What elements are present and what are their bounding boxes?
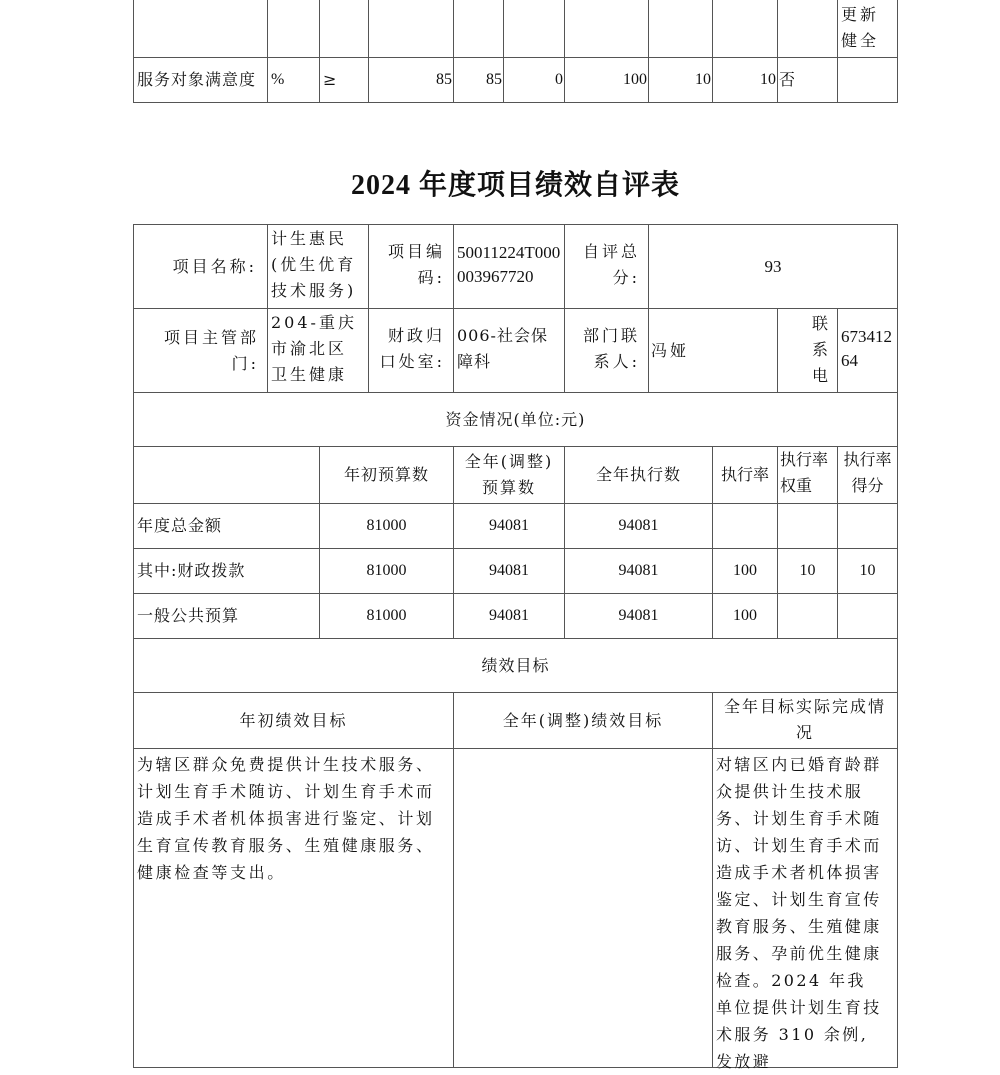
prev-cell-op-top <box>319 0 369 58</box>
funds-header-weight: 执行率权重 <box>777 446 838 504</box>
prev-satisfaction-operator: ≥ <box>319 57 369 103</box>
funds-header-adjusted: 全年(调整)预算数 <box>453 446 565 504</box>
prev-satisfaction-indicator: 服务对象满意度 <box>133 57 268 103</box>
prev-satisfaction-target-adjusted: 85 <box>453 57 504 103</box>
funds-row-weight <box>777 503 838 549</box>
phone-value: 67341264 <box>837 308 898 393</box>
prev-satisfaction-unit: % <box>267 57 320 103</box>
prev-cell-weight-top <box>648 0 713 58</box>
funds-row-score <box>837 593 898 639</box>
prev-cell-unit-top <box>267 0 320 58</box>
funds-row-label: 其中:财政拨款 <box>133 548 320 594</box>
prev-cell-dev-top <box>777 0 838 58</box>
project-name-label: 项目名称: <box>133 224 268 309</box>
goals-actual-text: 对辖区内已婚育龄群众提供计生技术服务、计划生育手术随访、计划生育手术而造成手术者机体损害鉴定、计划生育宣传教育服务、生殖健康服务、孕前优生健康检查。2024 年我单位提供计划生育技术服务 310 余例,发放避 <box>712 748 898 1068</box>
project-code-label: 项目编码: <box>368 224 454 309</box>
funds-row-label: 年度总金额 <box>133 503 320 549</box>
prev-satisfaction-remark <box>837 57 898 103</box>
funds-row-rate <box>712 503 778 549</box>
prev-cell-remark-top: 更新健全 <box>837 0 898 58</box>
prev-satisfaction-actual: 100 <box>564 57 649 103</box>
prev-satisfaction-score: 10 <box>712 57 778 103</box>
contact-value: 冯娅 <box>648 308 778 393</box>
funds-header-executed: 全年执行数 <box>564 446 713 504</box>
goals-header-actual: 全年目标实际完成情况 <box>712 692 898 749</box>
prev-cell-actual-top <box>564 0 649 58</box>
funds-row-executed: 94081 <box>564 503 713 549</box>
prev-satisfaction-value-prev: 0 <box>503 57 565 103</box>
funds-row-initial: 81000 <box>319 503 454 549</box>
self-score-value: 93 <box>648 224 898 309</box>
phone-label: 联系电 <box>777 308 838 393</box>
funds-row-rate: 100 <box>712 548 778 594</box>
prev-cell-indicator-top <box>133 0 268 58</box>
prev-satisfaction-target-initial: 85 <box>368 57 454 103</box>
funds-row-weight <box>777 593 838 639</box>
project-name-value: 计生惠民(优生优育技术服务) <box>267 224 369 309</box>
self-score-label: 自评总分: <box>564 224 649 309</box>
funds-header-score: 执行率得分 <box>837 446 898 504</box>
funds-row-executed: 94081 <box>564 593 713 639</box>
dept-value: 204-重庆市渝北区卫生健康 <box>267 308 369 393</box>
funds-section-title: 资金情况(单位:元) <box>133 392 898 447</box>
funds-row-weight: 10 <box>777 548 838 594</box>
funds-row-initial: 81000 <box>319 548 454 594</box>
finance-office-label: 财政归口处室: <box>368 308 454 393</box>
funds-header-initial: 年初预算数 <box>319 446 454 504</box>
dept-label: 项目主管部门: <box>133 308 268 393</box>
funds-header-blank <box>133 446 320 504</box>
page-title: 2024 年度项目绩效自评表 <box>350 170 680 201</box>
prev-satisfaction-weight: 10 <box>648 57 713 103</box>
funds-row-executed: 94081 <box>564 548 713 594</box>
goals-header-initial: 年初绩效目标 <box>133 692 454 749</box>
finance-office-value: 006-社会保障科 <box>453 308 565 393</box>
prev-satisfaction-deviation: 否 <box>777 57 838 103</box>
goals-adjusted-text <box>453 748 713 1068</box>
funds-row-adjusted: 94081 <box>453 548 565 594</box>
funds-header-rate: 执行率 <box>712 446 778 504</box>
funds-row-score <box>837 503 898 549</box>
funds-row-rate: 100 <box>712 593 778 639</box>
funds-row-score: 10 <box>837 548 898 594</box>
prev-cell-score-top <box>712 0 778 58</box>
funds-row-adjusted: 94081 <box>453 503 565 549</box>
contact-label: 部门联系人: <box>564 308 649 393</box>
funds-row-initial: 81000 <box>319 593 454 639</box>
funds-row-label: 一般公共预算 <box>133 593 320 639</box>
project-code-value: 50011224T000003967720 <box>453 224 565 309</box>
goals-header-adjusted: 全年(调整)绩效目标 <box>453 692 713 749</box>
prev-cell-target-top <box>368 0 454 58</box>
prev-cell-adj-top <box>453 0 504 58</box>
goals-section-title: 绩效目标 <box>133 638 898 693</box>
goals-initial-text: 为辖区群众免费提供计生技术服务、计划生育手术随访、计划生育手术而造成手术者机体损害进行鉴定、计划生育宣传教育服务、生殖健康服务、健康检查等支出。 <box>133 748 454 1068</box>
prev-cell-prev-top <box>503 0 565 58</box>
funds-row-adjusted: 94081 <box>453 593 565 639</box>
